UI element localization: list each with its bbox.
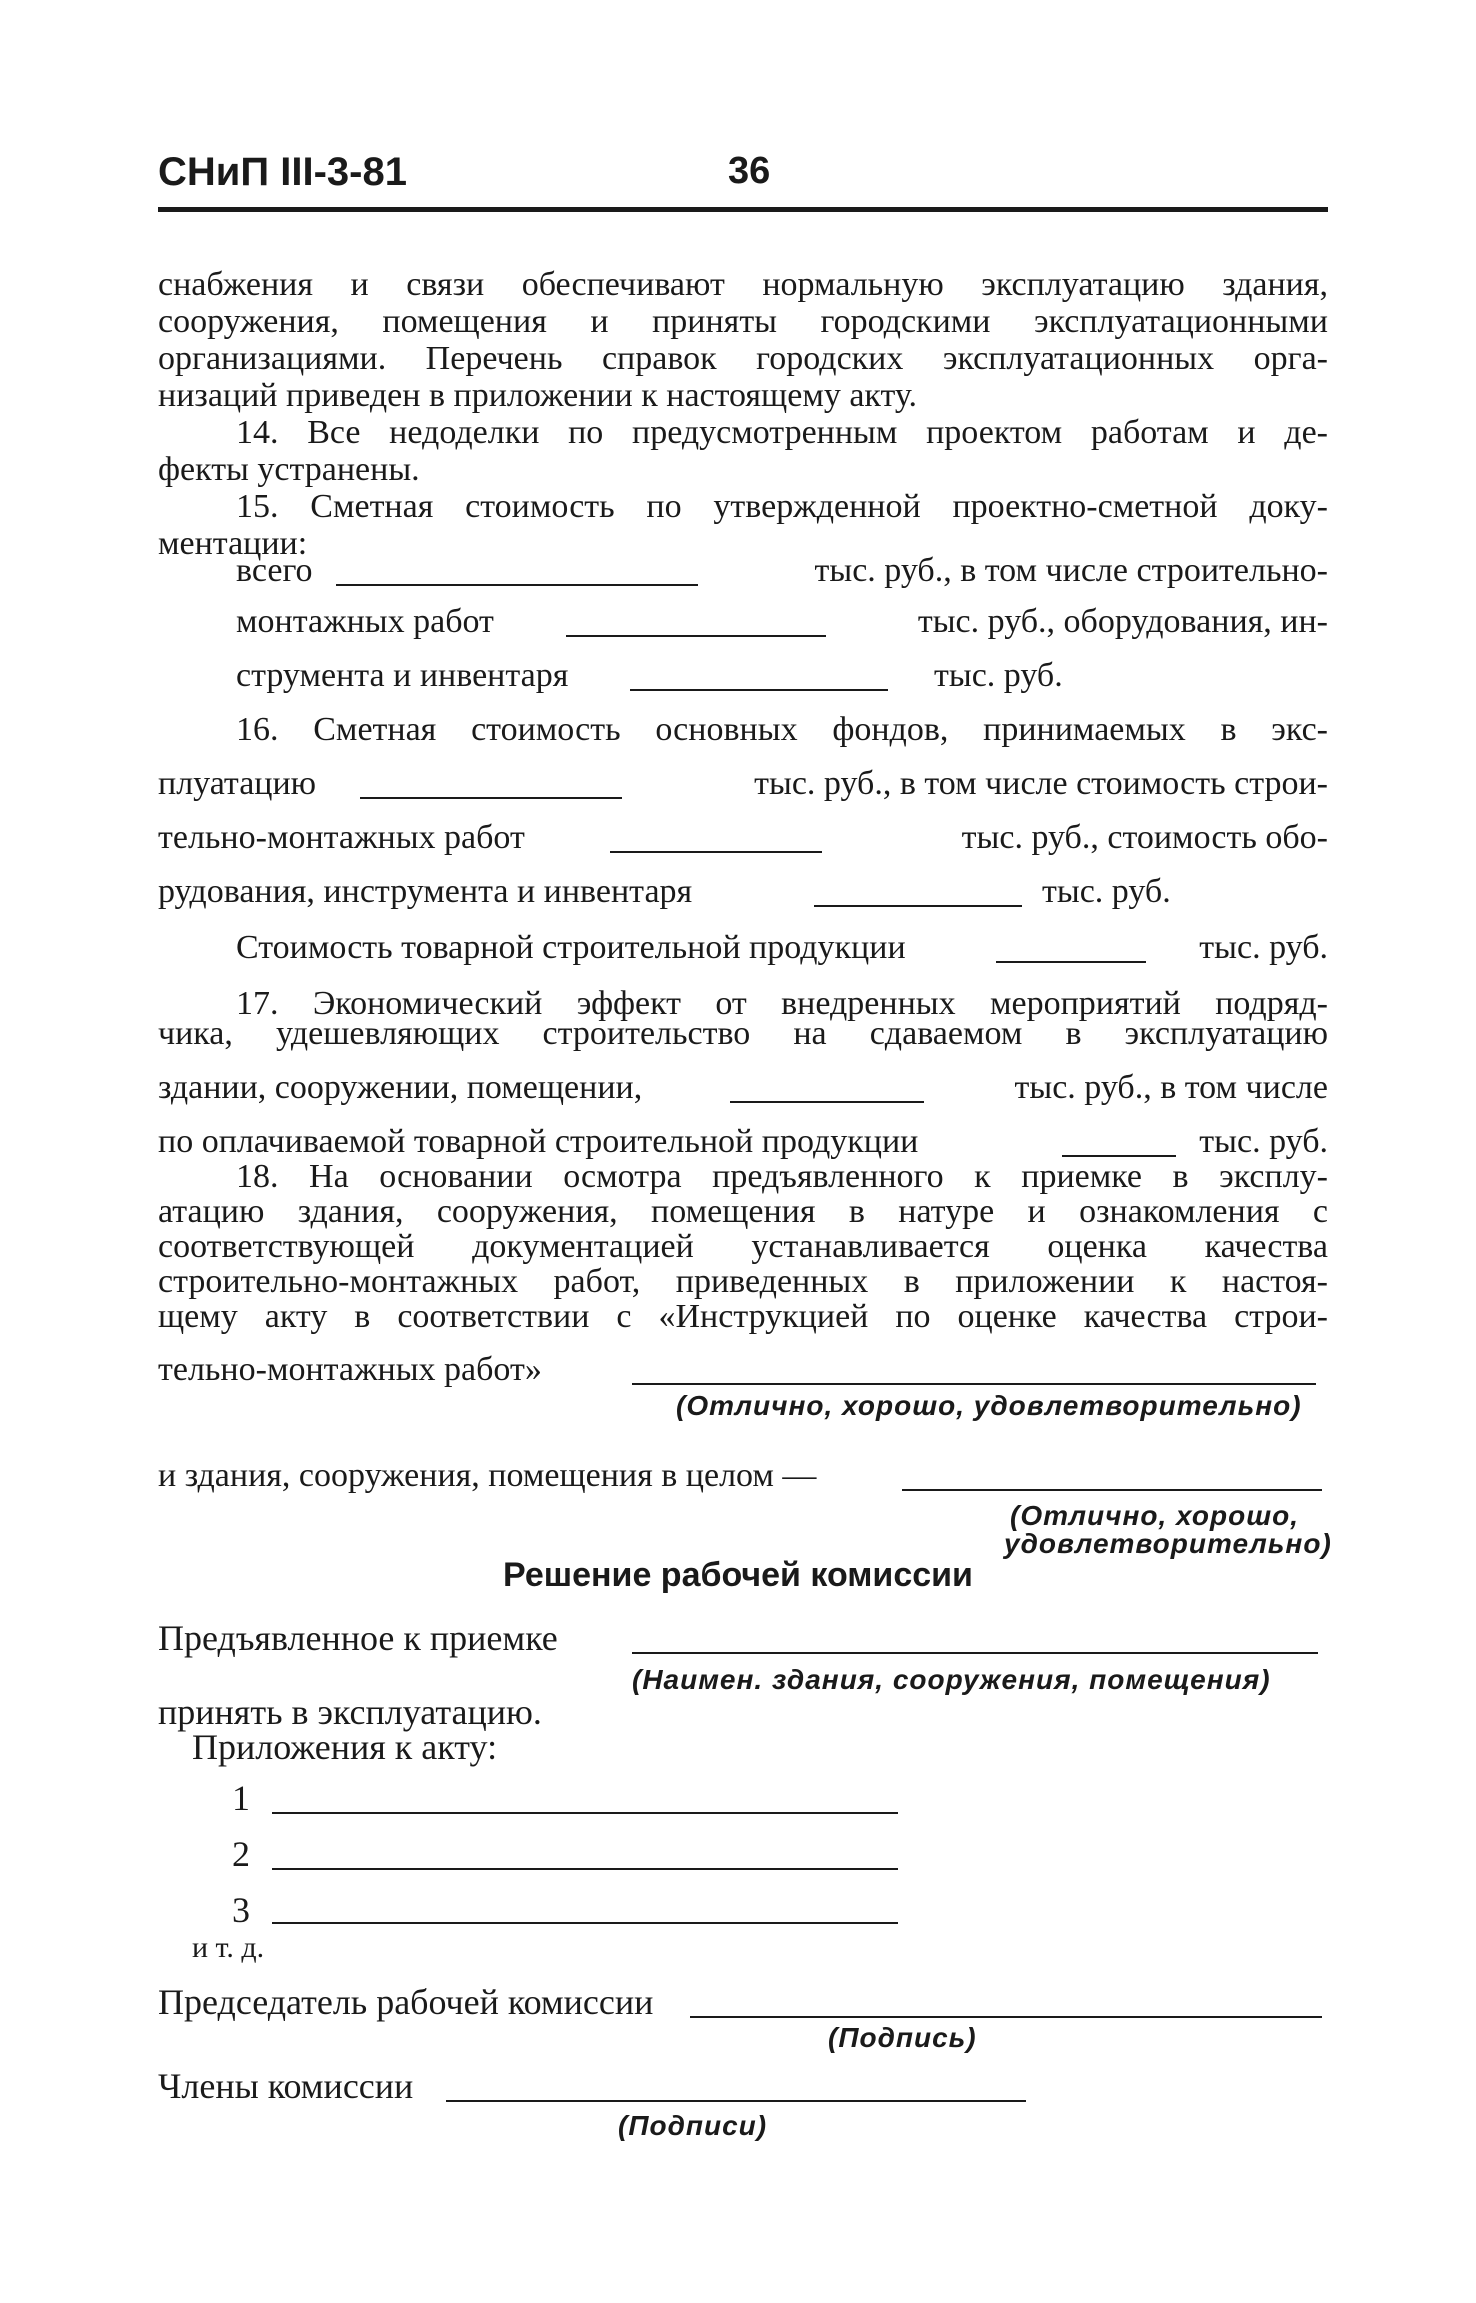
attachment-number: 2 [232, 1834, 250, 1874]
blank-field-object-name[interactable] [632, 1652, 1318, 1654]
blank-field-attachment-2[interactable] [272, 1868, 898, 1870]
section-title: Решение рабочей комиссии [503, 1556, 973, 1594]
blank-field-commodity-output[interactable] [996, 961, 1146, 963]
text-fragment: струмента и инвентаря [236, 657, 569, 694]
text-fragment: тельно-монтажных работ» [158, 1351, 542, 1388]
text-line: строительно-монтажных работ, приведенных в приложении к настоя- [158, 1263, 1328, 1300]
blank-field-construction-works[interactable] [566, 635, 826, 637]
text-fragment: Предъявленное к приемке [158, 1618, 558, 1658]
text-fragment: монтажных работ [236, 603, 494, 640]
text-line: 14. Все недоделки по предусмотренным проектом работам и де- [236, 414, 1328, 451]
text-fragment: тыс. руб., в том числе стоимость строи- [754, 765, 1328, 802]
blank-field-economic-effect[interactable] [730, 1101, 924, 1103]
page-number: 36 [728, 150, 771, 192]
text-fragment: плуатацию [158, 765, 317, 802]
blank-field-fixed-assets[interactable] [360, 797, 622, 799]
blank-field-total[interactable] [336, 584, 698, 586]
caption-quality-works: (Отлично, хорошо, удовлетворительно) [676, 1390, 1302, 1421]
text-line: 15. Сметная стоимость по утвержденной проектно-сметной доку- [236, 488, 1328, 525]
text-line: 18. На основании осмотра предъявленного к приемке в эксплу- [236, 1158, 1328, 1195]
text-line: сооружения, помещения и приняты городскими эксплуатационными [158, 303, 1328, 340]
caption-members-signatures: (Подписи) [618, 2110, 768, 2141]
text-fragment: Председатель рабочей комиссии [158, 1982, 654, 2022]
text-line: 17. Экономический эффект от внедренных мероприятий подряд- [236, 985, 1328, 1022]
text-fragment: Члены комиссии [158, 2066, 414, 2106]
blank-field-members-signatures[interactable] [446, 2100, 1026, 2102]
text-line: фекты устранены. [158, 451, 420, 488]
text-line: Приложения к акту: [192, 1727, 498, 1767]
text-fragment: рудования, инструмента и инвентаря [158, 873, 693, 910]
header-rule [158, 207, 1328, 212]
blank-field-attachment-3[interactable] [272, 1922, 898, 1924]
blank-field-attachment-1[interactable] [272, 1812, 898, 1814]
caption-chairman-signature: (Подпись) [828, 2022, 977, 2053]
text-fragment: тыс. руб., оборудования, ин- [917, 603, 1328, 640]
text-line: принять в эксплуатацию. [158, 1692, 542, 1732]
blank-field-quality-total[interactable] [902, 1489, 1322, 1491]
caption-quality-total: удовлетворительно) [1004, 1528, 1332, 1559]
text-fragment: тельно-монтажных работ [158, 819, 525, 856]
text-line: снабжения и связи обеспечивают нормальную эксплуатацию здания, [158, 266, 1328, 303]
text-fragment: и здания, сооружения, помещения в целом — [158, 1457, 817, 1494]
text-line: соответствующей документацией устанавливается оценка качества [158, 1228, 1328, 1265]
attachment-number: 3 [232, 1890, 250, 1930]
blank-field-chairman-signature[interactable] [690, 2016, 1322, 2018]
text-fragment: Стоимость товарной строительной продукции [236, 929, 906, 966]
text-line: атацию здания, сооружения, помещения в натуре и ознакомления с [158, 1193, 1328, 1230]
attachment-number: 1 [232, 1778, 250, 1818]
text-fragment: тыс. руб., стоимость обо- [961, 819, 1328, 856]
document-code: СНиП III-3-81 [158, 150, 407, 194]
text-fragment: по оплачиваемой товарной строительной продукции [158, 1123, 919, 1160]
text-fragment: тыс. руб. [1199, 1123, 1328, 1160]
text-fragment: тыс. руб. [1199, 929, 1328, 966]
text-fragment: всего [236, 552, 313, 589]
text-fragment: тыс. руб., в том числе строительно- [814, 552, 1328, 589]
text-fragment: тыс. руб. [934, 657, 1063, 694]
blank-field-quality-works[interactable] [632, 1383, 1316, 1385]
text-line: чика, удешевляющих строительство на сдаваемом в эксплуатацию [158, 1015, 1328, 1052]
blank-field-assets-construction[interactable] [610, 851, 822, 853]
text-fragment: здании, сооружении, помещении, [158, 1069, 643, 1106]
text-fragment: тыс. руб., в том числе [1014, 1069, 1328, 1106]
text-line: щему акту в соответствии с «Инструкцией по оценке качества строи- [158, 1298, 1328, 1335]
text-line: 16. Сметная стоимость основных фондов, принимаемых в экс- [236, 711, 1328, 748]
text-line: и т. д. [192, 1931, 265, 1964]
text-fragment: тыс. руб. [1042, 873, 1171, 910]
caption-quality-total: (Отлично, хорошо, [1010, 1500, 1300, 1531]
text-line: низаций приведен в приложении к настоящему акту. [158, 377, 918, 414]
blank-field-assets-equipment[interactable] [814, 905, 1022, 907]
text-line: ментации: [158, 525, 308, 562]
caption-object-name: (Наимен. здания, сооружения, помещения) [632, 1664, 1271, 1695]
blank-field-tools-inventory[interactable] [630, 689, 888, 691]
text-line: организациями. Перечень справок городских эксплуатационных орга- [158, 340, 1328, 377]
